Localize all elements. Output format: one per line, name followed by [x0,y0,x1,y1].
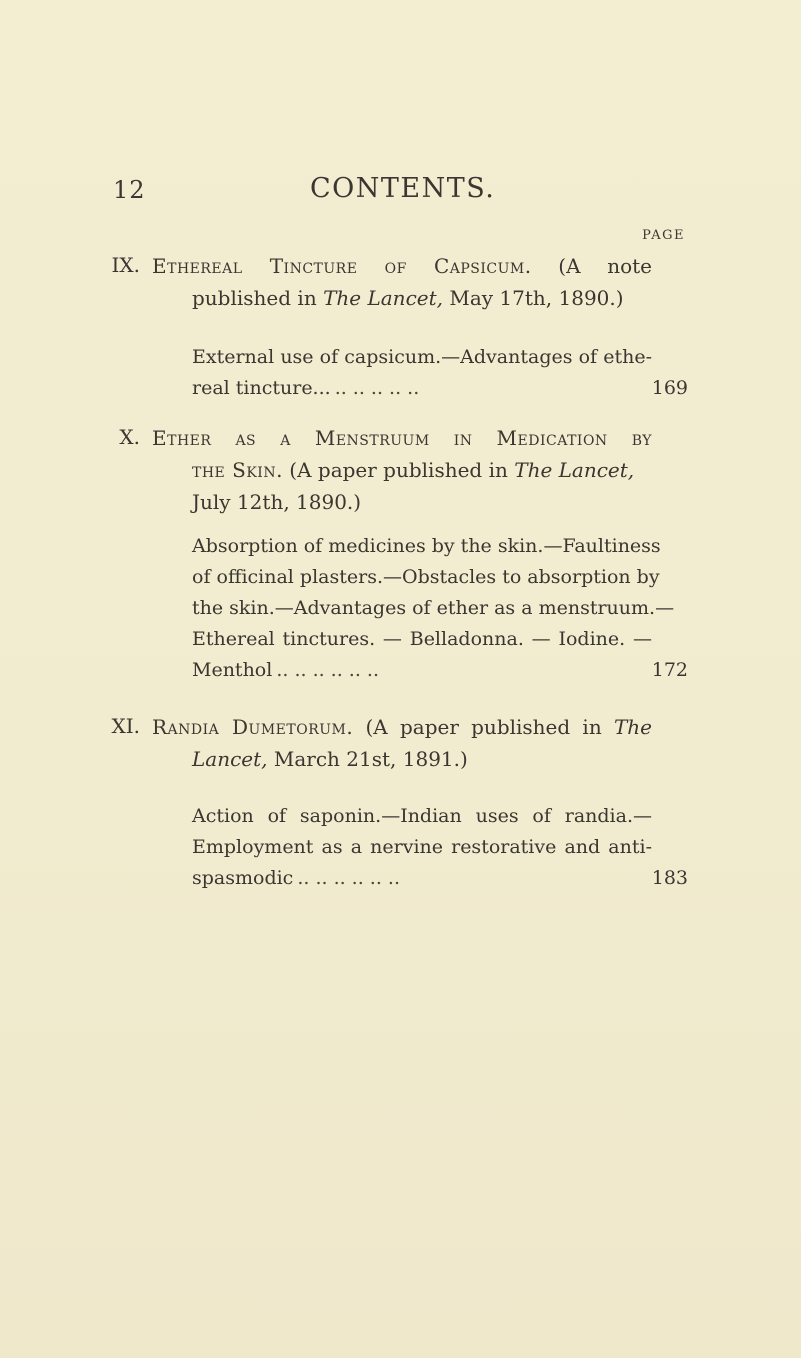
summary-last-line: real tincture... [192,377,331,399]
entry-page-number: 169 [651,377,688,399]
journal-name: The [613,715,652,739]
entry-title: Ethereal Tincture of Capsicum. [152,254,532,278]
running-title: CONTENTS. [310,173,496,204]
entry-number: IX. [111,253,140,277]
entry-title: the Skin. [192,458,283,482]
entry-leader-row [192,373,688,404]
journal-name: Lancet, [192,747,268,771]
entry-page-number: 183 [651,867,688,889]
summary-line: the skin.—Advantages of ether as a menstruum.— [192,597,675,619]
heading-line [152,454,652,486]
summary-last-line: spasmodic [192,867,294,889]
heading-text: published in [192,286,317,310]
dot-leader: .. .. .. .. .. .. [276,659,380,681]
entry-title: Ether as a Menstruum in Medication by [152,426,652,450]
page-number: 12 [113,176,146,204]
entry-leader-row [192,655,688,686]
heading-line [152,250,652,282]
entry-heading [152,711,652,775]
entry-number: X. [119,425,140,449]
entry-summary [192,801,652,863]
heading-line [152,743,652,775]
entry-summary [192,342,652,373]
entry-number: XI. [111,714,140,738]
summary-line: Ethereal tinctures. — Belladonna. — Iodine. — [192,628,652,650]
heading-text: March 21st, 1891.) [273,747,468,771]
heading-text: (A paper published in [289,458,508,482]
page-column-label: PAGE [642,228,685,243]
entry-leader-row [192,863,688,894]
heading-text: (A paper published in [365,715,602,739]
summary-line: Action of saponin.—Indian uses of randia.— [192,805,652,827]
entry-title: Randia Dumetorum. [152,715,354,739]
summary-line: Employment as a nervine restorative and anti- [192,836,652,858]
summary-line: External use of capsicum.—Advantages of ethe- [192,346,652,368]
heading-text: (A note [558,254,653,278]
entry-heading [152,422,652,518]
journal-name: The Lancet, [514,458,635,482]
entry-page-number: 172 [651,659,688,681]
entry-summary [192,531,675,655]
summary-line: of officinal plasters.—Obstacles to absorption by [192,566,660,588]
journal-name: The Lancet, [323,286,443,310]
heading-line [152,422,652,454]
dot-leader: .. .. .. .. .. .. [297,867,401,889]
dot-leader: .. .. .. .. .. [334,377,420,399]
heading-text: May 17th, 1890.) [449,286,624,310]
summary-last-line: Menthol [192,659,273,681]
summary-line: Absorption of medicines by the skin.—Faultiness [192,535,661,557]
heading-line [152,711,652,743]
heading-line: July 12th, 1890.) [192,490,362,514]
heading-line [152,282,652,314]
entry-heading [152,250,652,314]
